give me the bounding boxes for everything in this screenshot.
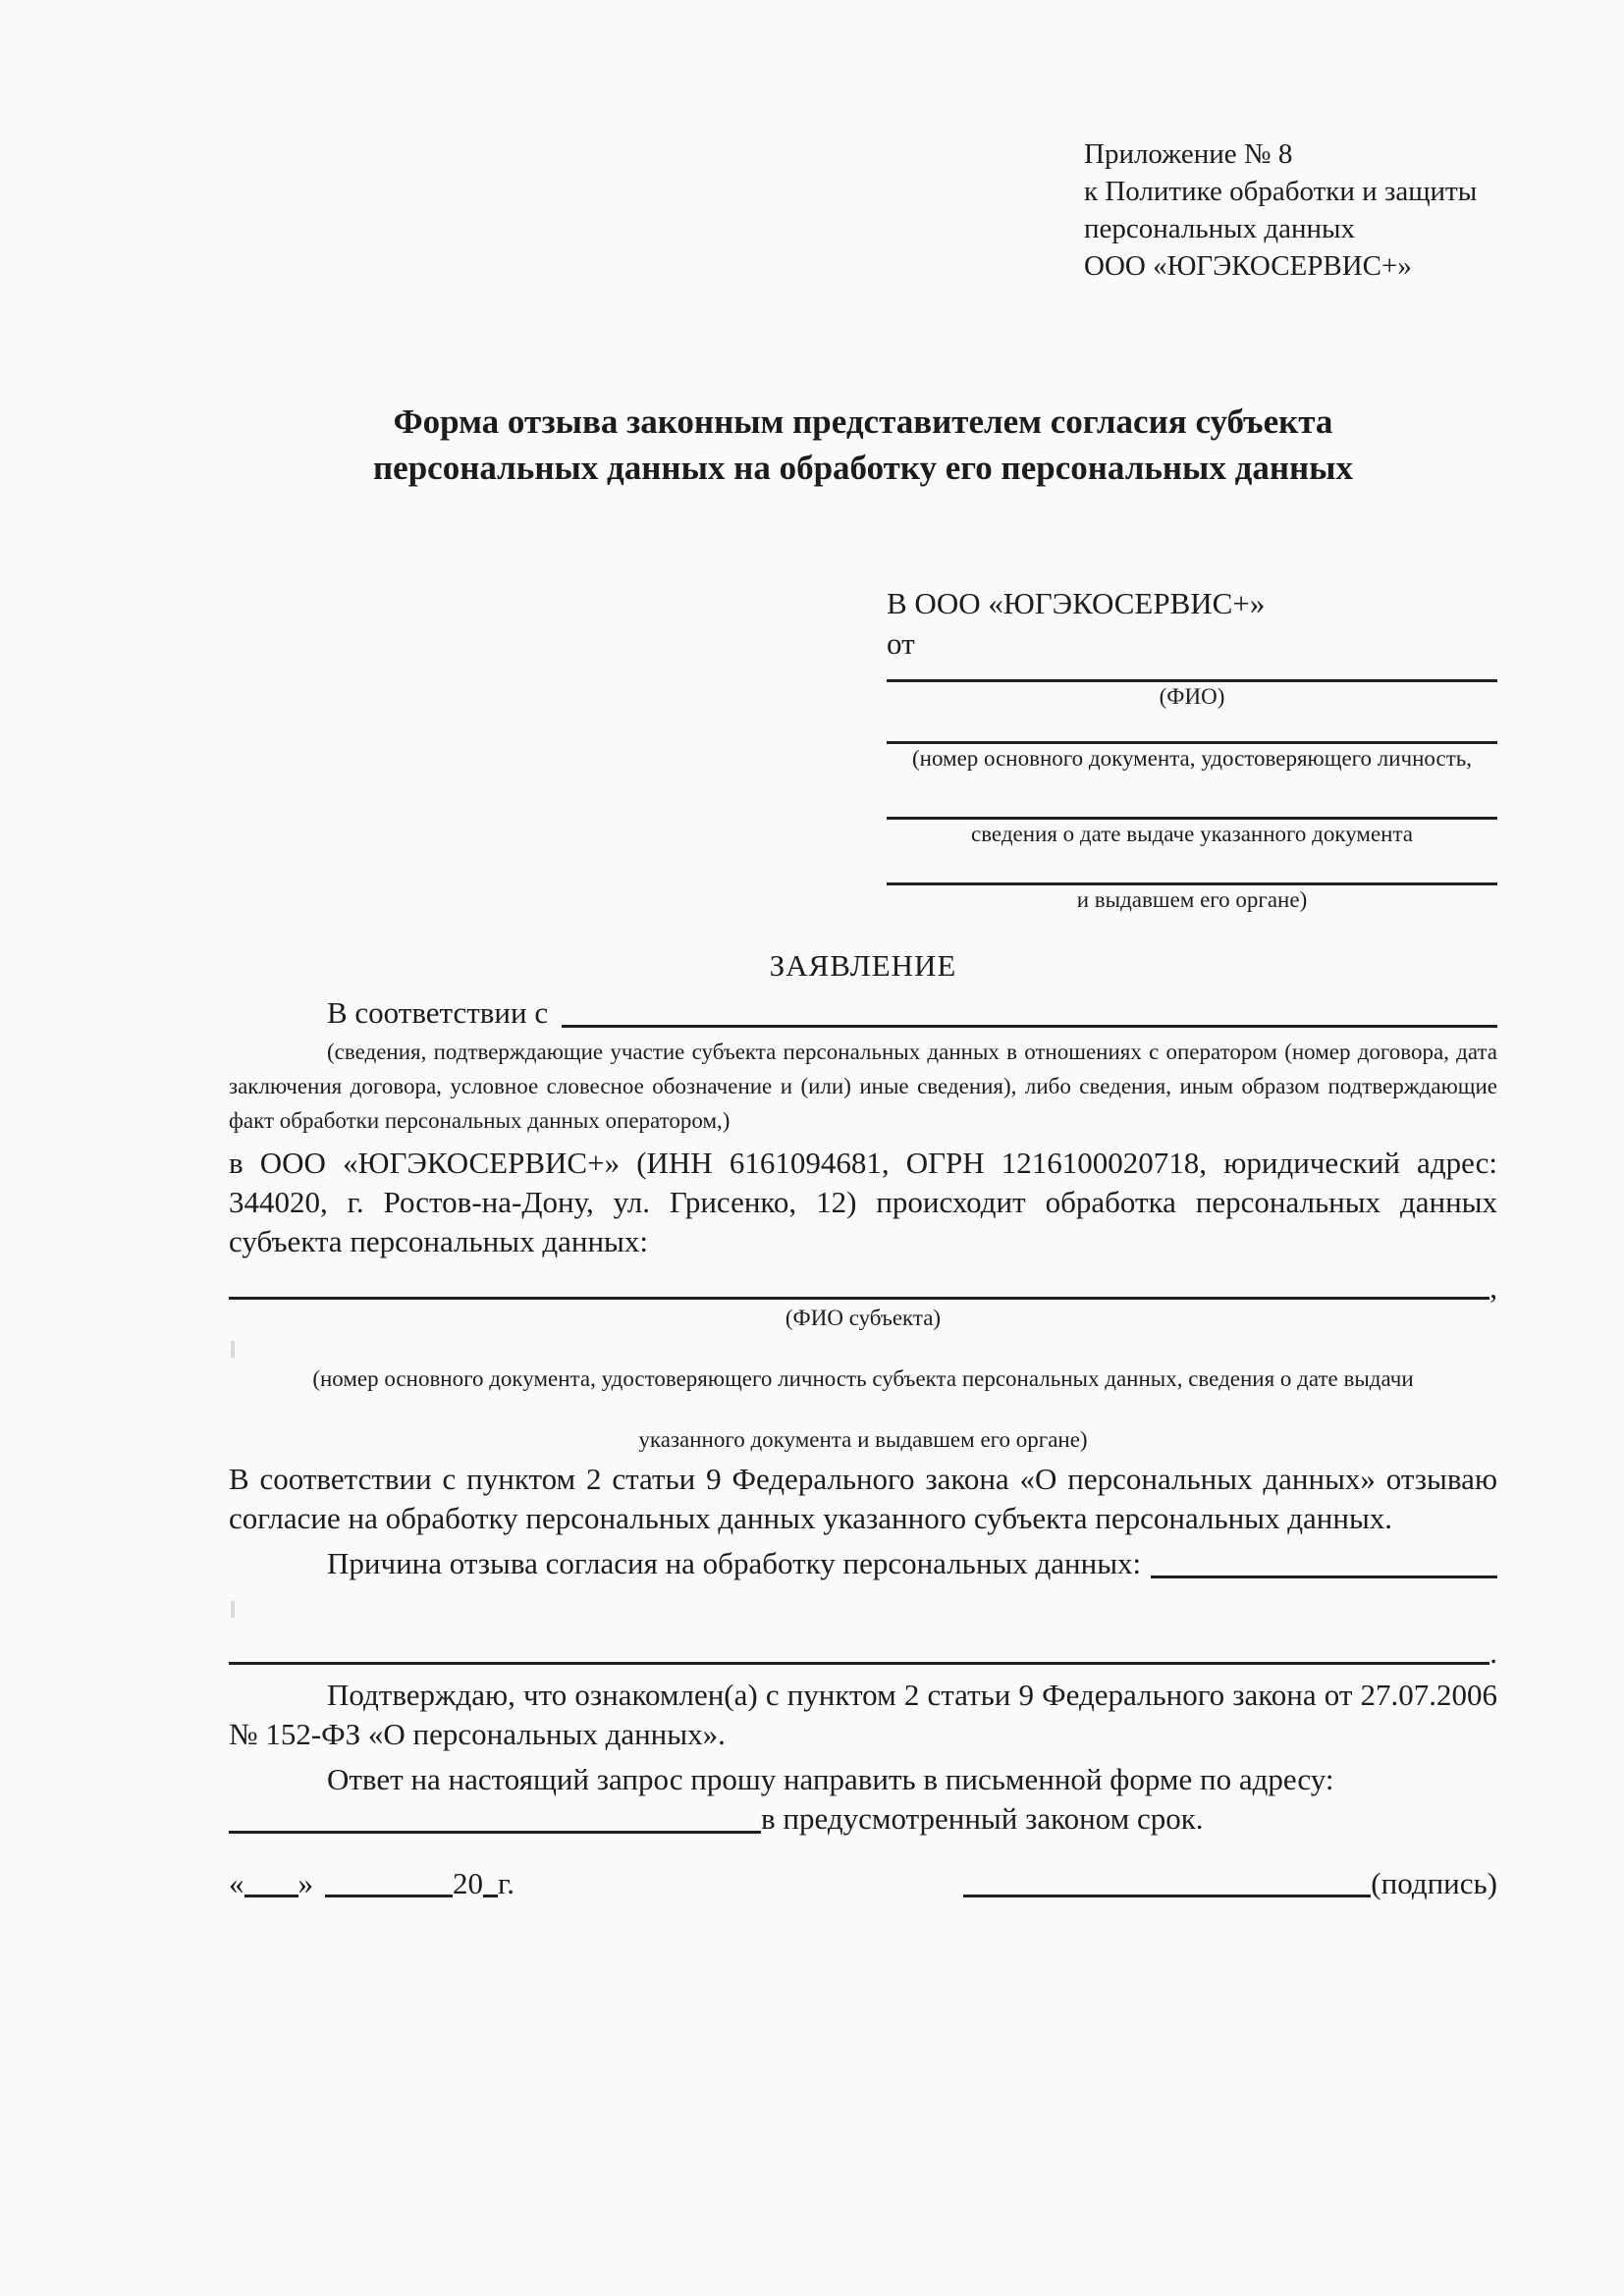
reply-address-field-line[interactable] — [229, 1825, 761, 1834]
policy-reference-line2: персональных данных — [1084, 213, 1356, 244]
fio-field-line[interactable] — [887, 664, 1497, 682]
subject-fio-caption: (ФИО субъекта) — [785, 1306, 942, 1330]
identity-document-field-line[interactable] — [887, 712, 1497, 744]
reply-paragraph: Ответ на настоящий запрос прошу направить в письменной форме по адресу: — [327, 1762, 1334, 1796]
reason-label: Причина отзыва согласия на обработку персональных данных: — [327, 1546, 1142, 1580]
reply-address-row — [229, 1799, 1497, 1839]
appendix-header — [1084, 135, 1516, 285]
addressee-to: В ООО «ЮГЭКОСЕРВИС+» — [887, 586, 1266, 620]
basis-row — [229, 993, 1497, 1033]
fio-caption: (ФИО) — [1159, 684, 1225, 709]
addressee-block — [887, 583, 1497, 915]
operator-paragraph: в ООО «ЮГЭКОСЕРВИС+» (ИНН 6161094681, ОГРН 1216100020718, юридический адрес: 344020, г. Ростов-на-Дону, ул. Грисенко, 12) происходит обработка персональных данных субъекта персональных данных: — [229, 1146, 1497, 1258]
signature-field-group — [963, 1863, 1497, 1904]
date-field-group — [229, 1863, 514, 1904]
reason-field-line[interactable] — [1151, 1570, 1497, 1578]
subject-fio-line-comma: , — [1489, 1270, 1497, 1305]
identity-document-caption: (номер основного документа, удостоверяющего личность, — [911, 746, 1472, 771]
policy-reference-line1: к Политике обработки и защиты — [1084, 176, 1478, 207]
document-title — [229, 399, 1497, 491]
date-quote-open: « — [229, 1866, 244, 1900]
company-name: ООО «ЮГЭКОСЕРВИС+» — [1084, 250, 1412, 282]
addressee-from-label: от — [887, 626, 915, 661]
month-field-line[interactable] — [325, 1889, 453, 1897]
scan-artifact — [229, 1583, 1497, 1638]
issue-date-caption: сведения о дате выдаче указанного документа — [970, 822, 1414, 846]
statement-heading: ЗАЯВЛЕНИЕ — [769, 948, 957, 983]
signature-field-line[interactable] — [963, 1889, 1371, 1897]
year-suffix: г. — [498, 1866, 514, 1900]
document-title-line2: персональных данных на обработку его персональных данных — [373, 449, 1353, 487]
reason-continuation-field-line[interactable] — [229, 1656, 1489, 1665]
appendix-number: Приложение № 8 — [1084, 138, 1293, 170]
reason-line-period: . — [1489, 1635, 1497, 1670]
issuing-authority-field-line[interactable] — [887, 849, 1497, 885]
scan-artifact — [229, 1332, 1497, 1365]
reply-suffix: в предусмотренный законом срок. — [761, 1801, 1204, 1836]
signature-caption: (подпись) — [1371, 1866, 1497, 1900]
basis-explanatory-note: (сведения, подтверждающие участие субъекта персональных данных в отношениях с оператором (номер договора, дата заключения договора, условное словесное обозначение и (или) иные сведения), либо сведения, иным образом подтверждающие факт обработки персональных данных оператором,) — [229, 1040, 1497, 1133]
statement-body — [229, 946, 1497, 1839]
issue-date-field-line[interactable] — [887, 774, 1497, 820]
basis-field-line[interactable] — [562, 1019, 1497, 1028]
confirm-paragraph: Подтверждаю, что ознакомлен(а) с пунктом 2 статьи 9 Федерального закона от 27.07.2006 № 152-ФЗ «О персональных данных». — [229, 1678, 1497, 1751]
issuing-authority-caption: и выдавшем его органе) — [1076, 887, 1308, 912]
caption-gap — [229, 1393, 1497, 1426]
subject-document-caption-line1: (номер основного документа, удостоверяющего личность субъекта персональных данных, сведения о дате выдачи — [312, 1366, 1414, 1391]
subject-fio-row — [229, 1270, 1497, 1305]
reason-row — [229, 1544, 1497, 1583]
subject-fio-field-line[interactable] — [229, 1291, 1489, 1300]
document-title-line1: Форма отзыва законным представителем согласия субъекта — [393, 402, 1333, 441]
withdraw-paragraph: В соответствии с пунктом 2 статьи 9 Федерального закона «О персональных данных» отзываю согласие на обработку персональных данных указанного субъекта персональных данных. — [229, 1462, 1497, 1535]
year-prefix: 20 — [453, 1866, 483, 1900]
year-field-line[interactable] — [483, 1889, 498, 1897]
date-signature-row — [229, 1863, 1497, 1904]
day-field-line[interactable] — [244, 1889, 298, 1897]
subject-document-caption-line2: указанного документа и выдавшем его органе) — [638, 1427, 1088, 1452]
basis-label: В соответствии с — [327, 995, 549, 1030]
reason-continuation-row — [229, 1635, 1497, 1670]
date-quote-close: » — [298, 1866, 313, 1900]
